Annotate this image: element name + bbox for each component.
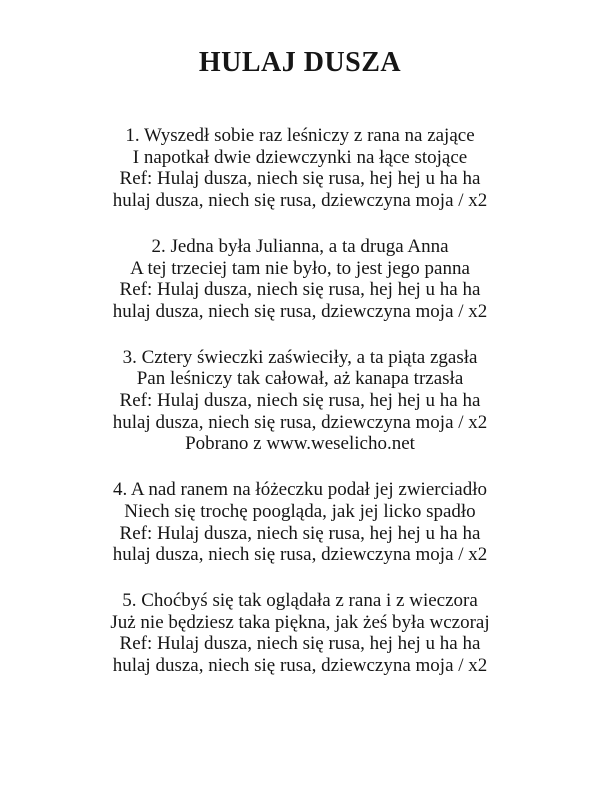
lyric-line: hulaj dusza, niech się rusa, dziewczyna moja / x2: [112, 190, 488, 212]
lyric-line: 5. Choćbyś się tak oglądała z rana i z wieczora: [122, 589, 478, 611]
lyric-line: hulaj dusza, niech się rusa, dziewczyna moja / x2: [112, 544, 488, 566]
lyric-line: I napotkał dwie dziewczynki na łące stojące: [132, 146, 468, 168]
lyric-line: Pan leśniczy tak całował, aż kanapa trzasła: [136, 368, 464, 390]
lyric-line: Ref: Hulaj dusza, niech się rusa, hej hej u ha ha: [119, 279, 481, 301]
source-note-line: Pobrano z www.weselicho.net: [185, 433, 415, 455]
lyric-line: Ref: Hulaj dusza, niech się rusa, hej hej u ha ha: [119, 168, 481, 190]
lyric-line: 1. Wyszedł sobie raz leśniczy z rana na zające: [125, 125, 475, 146]
lyric-line: A tej trzeciej tam nie było, to jest jego panna: [130, 257, 470, 279]
lyric-line: hulaj dusza, niech się rusa, dziewczyna moja / x2: [112, 300, 488, 322]
stanza-2: [0, 236, 600, 323]
stanza-list: [0, 125, 600, 677]
song-title: HULAJ DUSZA: [198, 47, 402, 78]
stanza-3: [0, 347, 600, 456]
lyric-line: 3. Cztery świeczki zaświeciły, a ta piąta zgasła: [122, 346, 478, 368]
lyric-line: hulaj dusza, niech się rusa, dziewczyna moja / x2: [112, 655, 488, 677]
lyric-line: Ref: Hulaj dusza, niech się rusa, hej hej u ha ha: [119, 633, 481, 655]
lyric-line: hulaj dusza, niech się rusa, dziewczyna moja / x2: [112, 411, 488, 433]
stanza-1: [0, 125, 600, 212]
lyric-line: Już nie będziesz taka piękna, jak żeś była wczoraj: [110, 611, 490, 633]
stanza-5: [0, 590, 600, 677]
stanza-4: [0, 479, 600, 566]
lyric-line: Ref: Hulaj dusza, niech się rusa, hej hej u ha ha: [119, 522, 481, 544]
lyric-line: 4. A nad ranem na łóżeczku podał jej zwierciadło: [112, 479, 488, 501]
lyric-line: Niech się trochę poogląda, jak jej licko spadło: [124, 500, 476, 522]
lyric-line: Ref: Hulaj dusza, niech się rusa, hej hej u ha ha: [119, 390, 481, 412]
lyric-line: 2. Jedna była Julianna, a ta druga Anna: [151, 235, 449, 257]
